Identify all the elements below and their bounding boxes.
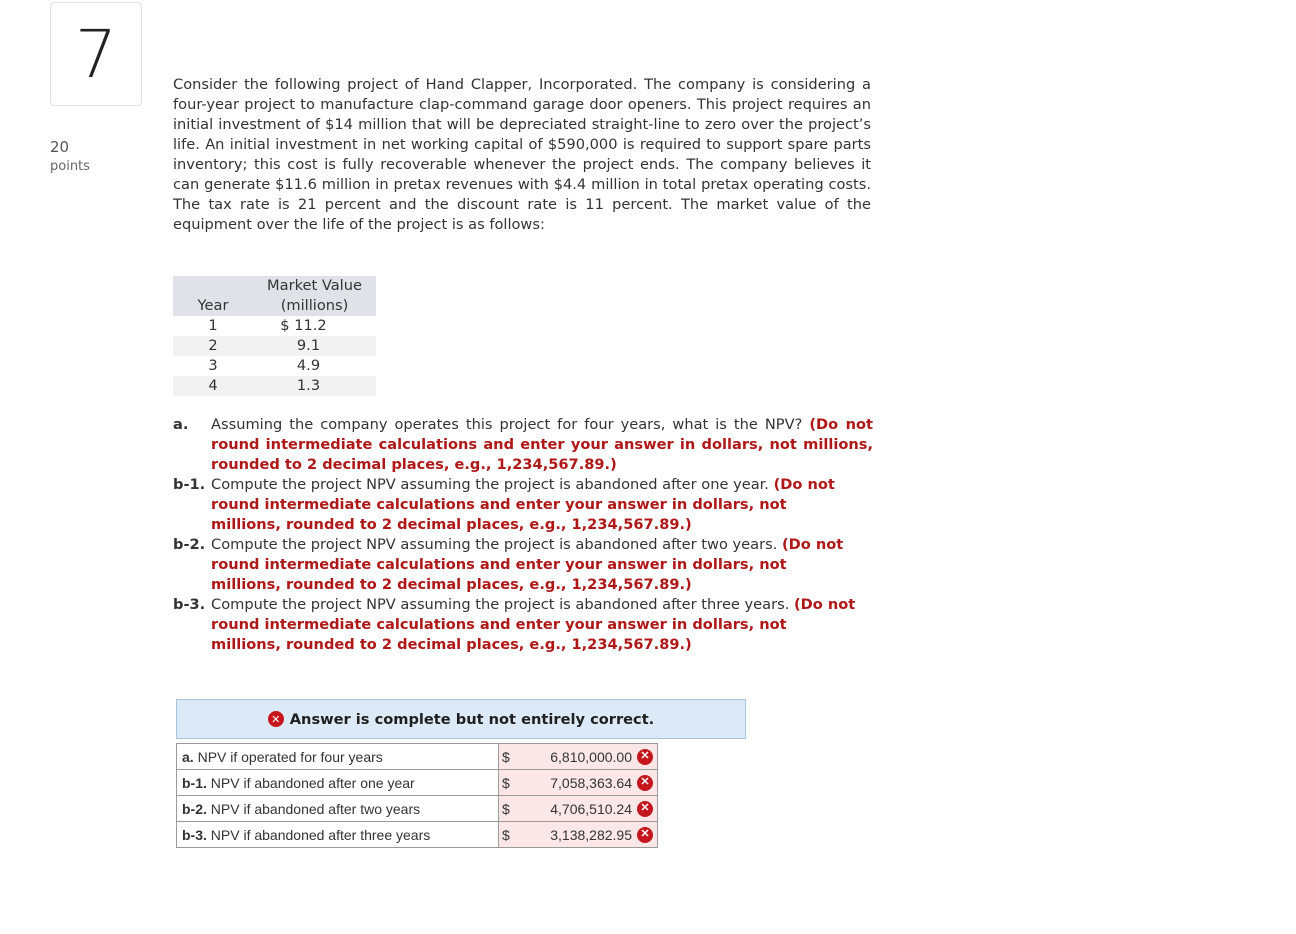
answer-value[interactable]: 6,810,000.00 bbox=[550, 748, 632, 765]
table-row bbox=[173, 356, 376, 376]
question-part-a bbox=[173, 415, 873, 475]
question-parts bbox=[173, 415, 873, 655]
year-cell: 4 bbox=[173, 376, 253, 396]
part-instruction: (Do not round intermediate calculations and enter your answer in dollars, not millions, rounded to 2 decimal places, e.g., 1,234,567.89.) bbox=[211, 476, 835, 533]
market-value-cell: 9.1 bbox=[253, 336, 376, 356]
answer-label-part: a. bbox=[182, 748, 194, 765]
table-row bbox=[173, 316, 376, 336]
year-cell: 2 bbox=[173, 336, 253, 356]
question-number bbox=[50, 2, 142, 106]
answer-input-cell[interactable] bbox=[499, 770, 658, 796]
x-circle-icon: ✕ bbox=[268, 711, 284, 727]
answer-input-cell[interactable] bbox=[499, 744, 658, 770]
question-number-value: 7 bbox=[75, 15, 117, 93]
answer-label-text: NPV if abandoned after two years bbox=[210, 800, 421, 817]
points-value: 20 bbox=[50, 138, 70, 156]
part-label: b-3. bbox=[173, 596, 206, 613]
answer-status-banner bbox=[176, 699, 746, 739]
question-part-b2 bbox=[173, 535, 873, 595]
market-value-cell: 1.3 bbox=[253, 376, 376, 396]
answer-label-text: NPV if abandoned after three years bbox=[210, 826, 431, 843]
x-circle-icon: ✕ bbox=[637, 801, 653, 817]
table-row bbox=[177, 796, 658, 822]
answer-label-part: b-1. bbox=[182, 774, 207, 791]
header-market-value: Market Value bbox=[253, 276, 376, 296]
question-intro: Consider the following project of Hand Clapper, Incorporated. The company is considering a four-year project to manufacture clap-command garage door openers. This project requires an initial investment of $14 million that will be depreciated straight-line to zero over the project’s life. An initial investment in net working capital of $590,000 is required to support spare parts inventory; this cost is fully recoverable whenever the project ends. The company believes it can generate $11.6 million in pretax revenues with $4.4 million in total pretax operating costs. The tax rate is 21 percent and the discount rate is 11 percent. The market value of the equipment over the life of the project is as follows: bbox=[173, 76, 871, 233]
answer-label bbox=[177, 796, 499, 822]
table-row bbox=[173, 376, 376, 396]
answer-input-cell[interactable] bbox=[499, 822, 658, 848]
answer-label-text: NPV if abandoned after one year bbox=[210, 774, 415, 791]
part-label: a. bbox=[173, 416, 189, 433]
question-part-b1 bbox=[173, 475, 873, 535]
part-instruction: (Do not round intermediate calculations and enter your answer in dollars, not millions, rounded to 2 decimal places, e.g., 1,234,567.89.) bbox=[211, 536, 844, 593]
table-row bbox=[177, 822, 658, 848]
part-label: b-1. bbox=[173, 476, 206, 493]
answer-label bbox=[177, 770, 499, 796]
answer-value[interactable]: 7,058,363.64 bbox=[550, 774, 632, 791]
market-value-table bbox=[173, 276, 376, 396]
part-text: Assuming the company operates this project for four years, what is the NPV? bbox=[211, 416, 803, 433]
answer-value[interactable]: 4,706,510.24 bbox=[550, 800, 632, 817]
answer-label-part: b-2. bbox=[182, 800, 207, 817]
part-label: b-2. bbox=[173, 536, 206, 553]
answer-table bbox=[176, 743, 658, 848]
market-value-cell: $ 11.2 bbox=[280, 317, 327, 334]
header-year: Year bbox=[173, 276, 253, 316]
year-cell: 3 bbox=[208, 357, 218, 374]
answer-label-part: b-3. bbox=[182, 826, 207, 843]
currency-symbol: $ bbox=[502, 800, 510, 817]
x-circle-icon: ✕ bbox=[637, 749, 653, 765]
x-circle-icon: ✕ bbox=[637, 827, 653, 843]
table-row bbox=[177, 770, 658, 796]
question-part-b3 bbox=[173, 595, 873, 655]
part-instruction: (Do not round intermediate calculations and enter your answer in dollars, not millions, rounded to 2 decimal places, e.g., 1,234,567.89.) bbox=[211, 416, 873, 473]
answer-label-text: NPV if operated for four years bbox=[197, 748, 383, 765]
part-instruction: (Do not round intermediate calculations and enter your answer in dollars, not millions, rounded to 2 decimal places, e.g., 1,234,567.89.) bbox=[211, 596, 856, 653]
x-circle-icon: ✕ bbox=[637, 775, 653, 791]
answer-label bbox=[177, 744, 499, 770]
answer-label bbox=[177, 822, 499, 848]
answer-input-cell[interactable] bbox=[499, 796, 658, 822]
currency-symbol: $ bbox=[502, 748, 510, 765]
answer-status-text: Answer is complete but not entirely correct. bbox=[289, 710, 655, 728]
currency-symbol: $ bbox=[502, 774, 510, 791]
table-row bbox=[173, 336, 376, 356]
market-value-cell: 4.9 bbox=[296, 357, 321, 374]
currency-symbol: $ bbox=[502, 826, 510, 843]
part-text: Compute the project NPV assuming the project is abandoned after two years. bbox=[211, 536, 778, 553]
year-cell: 1 bbox=[208, 317, 218, 334]
answer-value[interactable]: 3,138,282.95 bbox=[550, 826, 632, 843]
points-label: points bbox=[50, 159, 90, 174]
header-millions: (millions) bbox=[253, 296, 376, 316]
part-text: Compute the project NPV assuming the project is abandoned after one year. bbox=[211, 476, 769, 493]
table-row bbox=[177, 744, 658, 770]
part-text: Compute the project NPV assuming the project is abandoned after three years. bbox=[211, 596, 790, 613]
